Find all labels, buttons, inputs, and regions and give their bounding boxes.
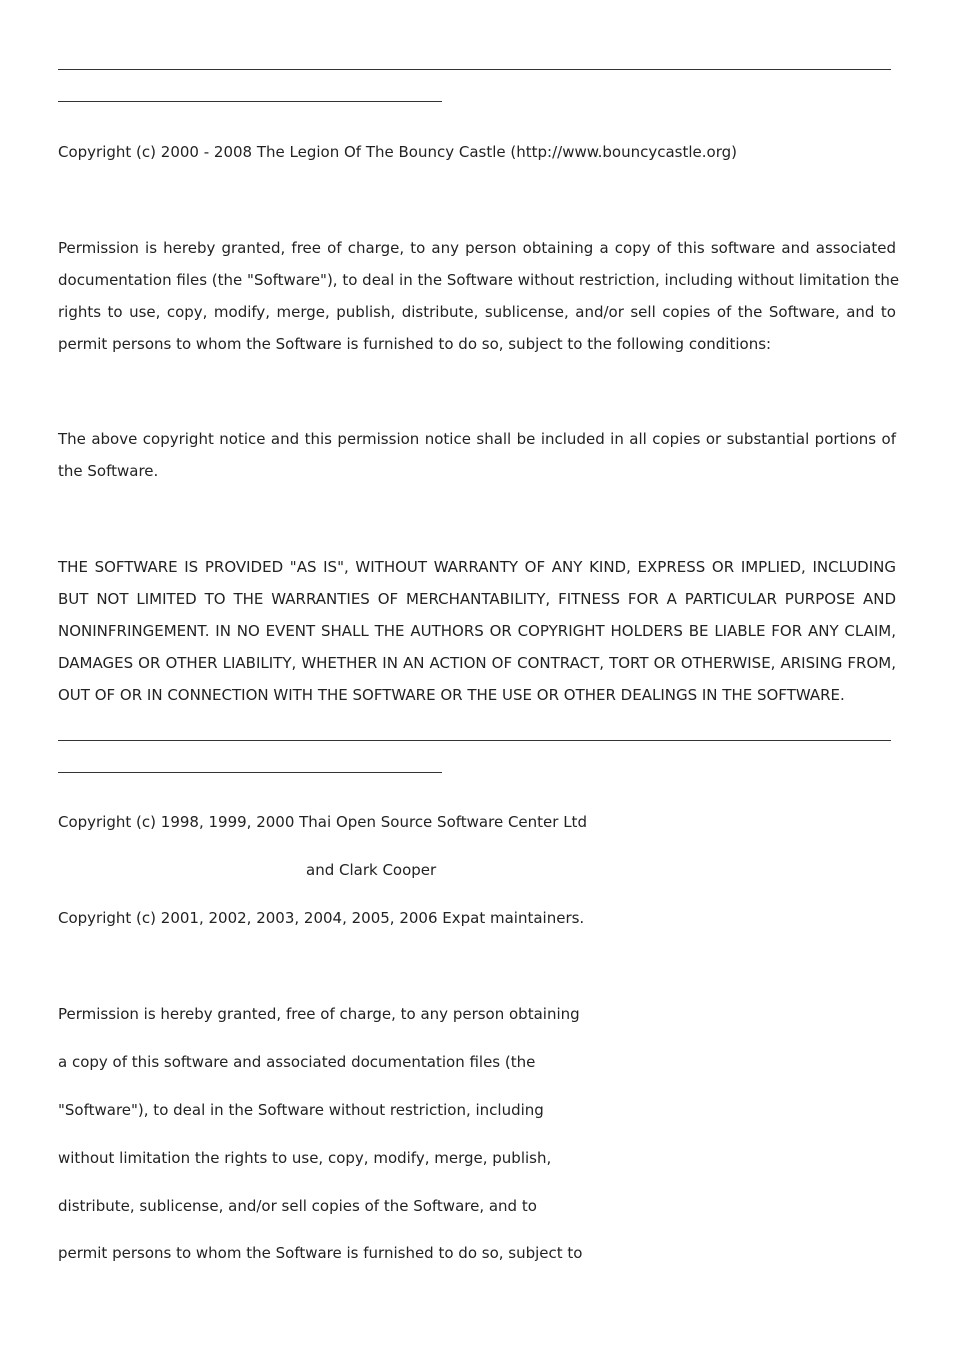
paragraph-line: Permission is hereby granted, free of charge, to any person obtaining a copy of this software and associated: [58, 239, 896, 257]
paragraph-line: BUT NOT LIMITED TO THE WARRANTIES OF MERCHANTABILITY, FITNESS FOR A PARTICULAR PURPOSE AND: [58, 590, 896, 608]
bouncycastle-warranty-paragraph: [58, 551, 896, 711]
separator-rule-short: [58, 772, 442, 773]
separator-rule-short: [58, 101, 442, 102]
separator-rule-long: [58, 69, 891, 70]
paragraph-line: The above copyright notice and this permission notice shall be included in all copies or substantial portions of: [58, 430, 896, 448]
expat-copyright-1-continued: and Clark Cooper: [306, 861, 437, 879]
paragraph-line: OUT OF OR IN CONNECTION WITH THE SOFTWARE OR THE USE OR OTHER DEALINGS IN THE SOFTWARE.: [58, 686, 845, 704]
bouncycastle-notice-paragraph: [58, 423, 896, 487]
expat-permission-line: without limitation the rights to use, copy, modify, merge, publish,: [58, 1149, 552, 1167]
expat-permission-line: a copy of this software and associated documentation files (the: [58, 1053, 536, 1071]
paragraph-line: permit persons to whom the Software is furnished to do so, subject to the following conditions:: [58, 335, 772, 353]
expat-permission-line: Permission is hereby granted, free of charge, to any person obtaining: [58, 1005, 580, 1023]
expat-permission-line: distribute, sublicense, and/or sell copies of the Software, and to: [58, 1197, 537, 1215]
bouncycastle-permission-paragraph: [58, 232, 900, 360]
expat-permission-line: permit persons to whom the Software is furnished to do so, subject to: [58, 1244, 583, 1262]
bouncycastle-copyright: Copyright (c) 2000 - 2008 The Legion Of The Bouncy Castle (http://www.bouncycastle.org): [58, 143, 737, 161]
separator-rule-long: [58, 740, 891, 741]
paragraph-line: documentation files (the "Software"), to deal in the Software without restriction, including without limitation the: [58, 271, 900, 289]
expat-copyright-2: Copyright (c) 2001, 2002, 2003, 2004, 2005, 2006 Expat maintainers.: [58, 909, 585, 927]
paragraph-line: the Software.: [58, 462, 159, 480]
paragraph-line: NONINFRINGEMENT. IN NO EVENT SHALL THE AUTHORS OR COPYRIGHT HOLDERS BE LIABLE FOR ANY CLAIM,: [58, 622, 896, 640]
expat-permission-line: "Software"), to deal in the Software without restriction, including: [58, 1101, 544, 1119]
expat-copyright-1: Copyright (c) 1998, 1999, 2000 Thai Open Source Software Center Ltd: [58, 813, 587, 831]
paragraph-line: rights to use, copy, modify, merge, publish, distribute, sublicense, and/or sell copies of the Software, and to: [58, 303, 896, 321]
paragraph-line: THE SOFTWARE IS PROVIDED "AS IS", WITHOUT WARRANTY OF ANY KIND, EXPRESS OR IMPLIED, INCLUDING: [58, 558, 896, 576]
paragraph-line: DAMAGES OR OTHER LIABILITY, WHETHER IN AN ACTION OF CONTRACT, TORT OR OTHERWISE, ARISING FROM,: [58, 654, 896, 672]
